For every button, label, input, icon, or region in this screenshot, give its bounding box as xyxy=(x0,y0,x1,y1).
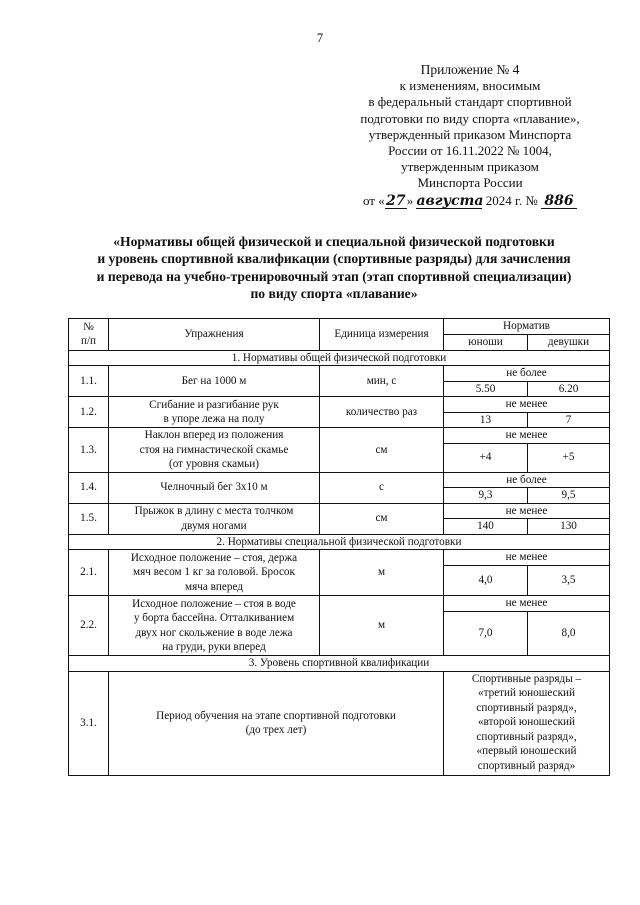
exercise-line: Бег на 1000 м xyxy=(181,374,247,387)
row-condition: не менее xyxy=(444,503,610,519)
header-num-line: п/п xyxy=(80,335,97,348)
row-unit: м xyxy=(320,550,444,596)
row-qualification-value xyxy=(444,671,610,775)
row-num: 2.2. xyxy=(69,596,109,656)
header-girls: девушки xyxy=(528,335,610,351)
date-prefix: от « xyxy=(362,192,385,208)
exercise-line: (от уровня скамьи) xyxy=(169,458,259,470)
value-girls: 8,0 xyxy=(528,612,610,656)
value-boys: 4,0 xyxy=(444,566,528,596)
value-girls: 9,5 xyxy=(528,488,610,504)
row-exercise xyxy=(109,428,320,473)
handwritten-day: 27 xyxy=(385,192,406,209)
header-boys: юноши xyxy=(444,335,528,351)
row-num: 1.4. xyxy=(69,472,109,503)
appendix-line: Минспорта России xyxy=(417,175,523,191)
section-3-title: 3. Уровень спортивной квалификации xyxy=(69,656,610,672)
appendix-title: Приложение № 4 xyxy=(420,62,520,77)
row-condition: не менее xyxy=(444,550,610,566)
value-boys: 140 xyxy=(444,519,528,535)
exercise-line: у борта бассейна. Отталкиванием xyxy=(133,612,295,624)
signature-date-line xyxy=(328,193,612,209)
row-num: 1.3. xyxy=(69,428,109,473)
row-condition: не менее xyxy=(444,596,610,612)
value-boys: 9,3 xyxy=(444,488,528,504)
qualification-value-line: «первый юношеский xyxy=(476,745,577,757)
exercise-line: мяч весом 1 кг за головой. Бросок xyxy=(133,566,295,579)
row-exercise xyxy=(109,397,320,428)
header-norm: Норматив xyxy=(444,319,610,335)
exercise-line: Челночный бег 3х10 м xyxy=(160,481,268,494)
value-girls: 130 xyxy=(528,519,610,535)
row-unit: количество раз xyxy=(320,397,444,428)
qualification-value-line: спортивный разряд» xyxy=(477,759,576,772)
row-condition: не менее xyxy=(444,397,610,413)
table-row xyxy=(69,366,610,382)
exercise-line: Исходное положение – стоя в воде xyxy=(132,597,296,610)
exercise-line: двумя ногами xyxy=(181,519,247,532)
row-num: 2.1. xyxy=(69,550,109,596)
appendix-line: утвержденным приказом xyxy=(401,159,539,175)
value-boys: 5.50 xyxy=(444,381,528,397)
appendix-line: подготовки по виду спорта «плавание», xyxy=(360,110,580,126)
appendix-line: России от 16.11.2022 № 1004, xyxy=(388,143,552,159)
qualification-line: Период обучения на этапе спортивной подготовки xyxy=(156,709,396,722)
row-unit: м xyxy=(320,596,444,656)
table-row xyxy=(69,472,610,488)
exercise-line: двух ног скольжение в воде лежа xyxy=(135,626,293,639)
section-2-title: 2. Нормативы специальной физической подготовки xyxy=(69,534,610,550)
table-row xyxy=(69,596,610,612)
header-row xyxy=(69,319,610,335)
row-num: 1.1. xyxy=(69,366,109,397)
header-num xyxy=(69,319,109,351)
row-exercise xyxy=(109,503,320,534)
section-row xyxy=(69,534,610,550)
qualification-value-line: спортивный разряд», xyxy=(476,730,577,743)
row-num: 1.5. xyxy=(69,503,109,534)
table-row xyxy=(69,397,610,413)
date-quote: » xyxy=(406,192,414,208)
exercise-line: на груди, руки вперед xyxy=(162,641,266,653)
exercise-line: Исходное положение – стоя, держа xyxy=(130,551,298,564)
row-exercise xyxy=(109,366,320,397)
value-boys: 13 xyxy=(444,412,528,428)
qualification-line: (до трех лет) xyxy=(245,724,307,736)
header-exercise: Упражнения xyxy=(109,319,320,351)
year-and-number-label: 2024 г. № xyxy=(485,192,538,208)
table-row xyxy=(69,550,610,566)
header-unit: Единица измерения xyxy=(320,319,444,351)
value-boys: 7,0 xyxy=(444,612,528,656)
row-unit: мин, с xyxy=(320,366,444,397)
page-number: 7 xyxy=(316,31,324,45)
value-girls: 6.20 xyxy=(528,381,610,397)
row-num: 3.1. xyxy=(69,671,109,775)
exercise-line: в упоре лежа на полу xyxy=(163,413,265,425)
qualification-value-line: «второй юношеский xyxy=(477,716,576,728)
row-condition: не менее xyxy=(444,428,610,444)
row-exercise xyxy=(109,596,320,656)
qualification-value-line: спортивный разряд», xyxy=(476,701,577,714)
exercise-line: Наклон вперед из положения xyxy=(144,429,284,441)
document-title xyxy=(60,233,608,303)
section-1-title: 1. Нормативы общей физической подготовки xyxy=(69,350,610,366)
title-line: по виду спорта «плавание» xyxy=(250,286,418,302)
norms-table xyxy=(68,318,610,776)
header-num-line: № xyxy=(83,320,94,333)
title-line: и уровень спортивной квалификации (спортивные разряды) для зачисления xyxy=(97,251,571,267)
exercise-line: Сгибание и разгибание рук xyxy=(149,398,279,411)
row-exercise xyxy=(109,472,320,503)
row-unit: с xyxy=(320,472,444,503)
value-boys: +4 xyxy=(444,443,528,472)
table-row xyxy=(69,671,610,775)
exercise-line: стоя на гимнастической скамье xyxy=(139,443,289,456)
row-qualification-text xyxy=(109,671,444,775)
title-line: «Нормативы общей физической и специальной физической подготовки xyxy=(113,234,555,249)
title-line: и перевода на учебно-тренировочный этап (этап спортивной специализации) xyxy=(96,268,572,284)
table-row xyxy=(69,428,610,444)
row-condition: не более xyxy=(444,472,610,488)
value-girls: +5 xyxy=(528,443,610,472)
row-num: 1.2. xyxy=(69,397,109,428)
handwritten-month: августа xyxy=(416,192,484,209)
qualification-value-line: Спортивные разряды – xyxy=(471,672,582,685)
row-unit: см xyxy=(320,428,444,473)
appendix-block xyxy=(328,62,612,209)
section-row xyxy=(69,350,610,366)
appendix-line: утвержденный приказом Минспорта xyxy=(368,126,572,142)
qualification-value-line: «третий юношеский xyxy=(477,687,575,699)
table-row xyxy=(69,503,610,519)
handwritten-order-number: 886 xyxy=(541,194,577,209)
section-row xyxy=(69,656,610,672)
row-unit: см xyxy=(320,503,444,534)
appendix-line: к изменениям, вносимым xyxy=(399,78,541,94)
row-exercise xyxy=(109,550,320,596)
appendix-line: в федеральный стандарт спортивной xyxy=(368,94,572,110)
value-girls: 7 xyxy=(528,412,610,428)
row-condition: не более xyxy=(444,366,610,382)
value-girls: 3,5 xyxy=(528,566,610,596)
exercise-line: Прыжок в длину с места толчком xyxy=(134,505,294,517)
exercise-line: мяча вперед xyxy=(185,580,243,593)
